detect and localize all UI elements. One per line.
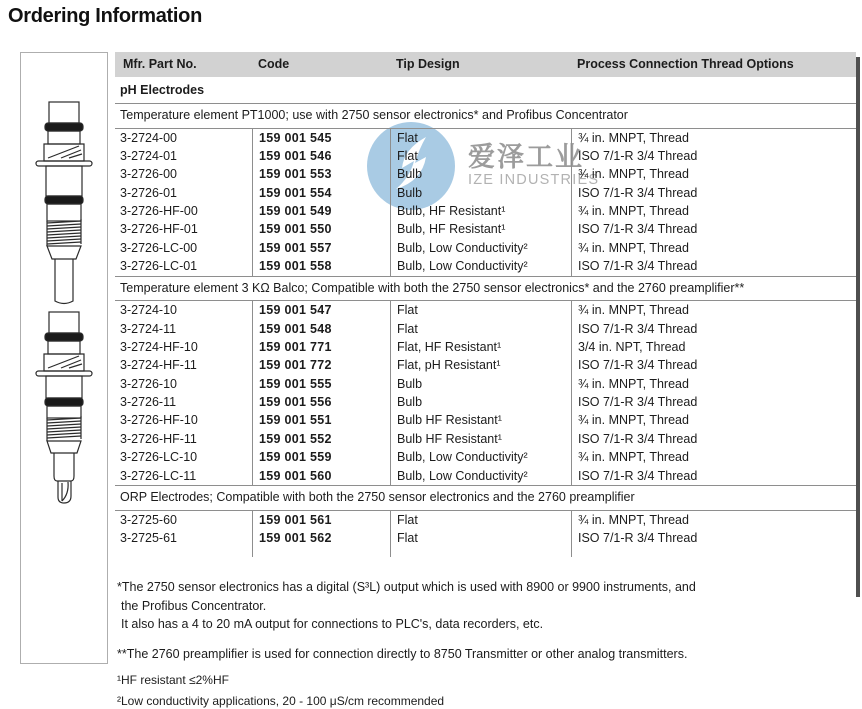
table-row — [115, 511, 856, 529]
part-no-cell: 3-2726-LC-11 — [120, 468, 197, 483]
table-row — [115, 356, 856, 374]
footnotes — [117, 578, 857, 709]
code-cell: 159 001 551 — [252, 411, 390, 429]
electrode-drawing-bulb-tip — [21, 311, 107, 511]
header-cell-tip-design: Tip Design — [396, 57, 460, 72]
table-row — [115, 184, 856, 202]
tip-design-cell: Bulb HF Resistant¹ — [390, 430, 571, 448]
part-no-cell: 3-2726-11 — [120, 395, 177, 410]
part-no-cell: 3-2726-00 — [120, 167, 177, 182]
empty-cell — [390, 547, 571, 557]
tip-design-cell: Bulb — [390, 165, 571, 183]
code-cell: 159 001 560 — [252, 467, 390, 485]
table-row — [115, 411, 856, 429]
part-no-cell: 3-2726-LC-10 — [120, 450, 198, 465]
part-no-cell: 3-2724-11 — [120, 321, 177, 336]
table-row — [115, 320, 856, 338]
table-row — [115, 239, 856, 257]
table-bottom-spacer — [115, 547, 856, 557]
part-no-cell: 3-2724-01 — [120, 148, 177, 163]
code-cell: 159 001 553 — [252, 165, 390, 183]
table-row — [115, 467, 856, 485]
section-caption: Temperature element 3 KΩ Balco; Compatible with both the 2750 sensor electronics* and the 2760 preamplifier** — [115, 276, 856, 302]
watermark-en-text: IZE INDUSTRIES — [468, 172, 600, 188]
table-row — [115, 529, 856, 547]
thread-option-cell: ISO 7/1-R 3/4 Thread — [571, 430, 856, 448]
thread-option-cell: ¾ in. MNPT, Thread — [571, 301, 856, 319]
part-no-cell: 3-2725-61 — [120, 530, 177, 545]
code-cell: 159 001 558 — [252, 257, 390, 275]
tip-design-cell: Flat — [390, 320, 571, 338]
table-section — [115, 276, 856, 485]
part-no-cell: 3-2726-01 — [120, 185, 177, 200]
tip-design-cell: Flat — [390, 511, 571, 529]
table-section — [115, 485, 856, 557]
electrode-drawing-flat-tip — [21, 101, 107, 307]
watermark-cn-text: 爱泽工业 — [468, 142, 584, 172]
tip-design-cell: Flat, HF Resistant¹ — [390, 338, 571, 356]
table-row — [115, 448, 856, 466]
table-row — [115, 393, 856, 411]
header-cell-part-no: Mfr. Part No. — [123, 57, 197, 72]
thread-option-cell: ISO 7/1-R 3/4 Thread — [571, 356, 856, 374]
tip-design-cell: Bulb, Low Conductivity² — [390, 448, 571, 466]
table-row — [115, 301, 856, 319]
footnote-star-line-1: *The 2750 sensor electronics has a digital (S³L) output which is used with 8900 or 9900 instruments, and — [117, 580, 696, 594]
ordering-table — [115, 52, 856, 557]
code-cell: 159 001 557 — [252, 239, 390, 257]
tip-design-cell: Bulb — [390, 393, 571, 411]
part-no-cell: 3-2726-HF-01 — [120, 222, 198, 237]
part-no-cell: 3-2726-LC-00 — [120, 240, 198, 255]
code-cell: 159 001 562 — [252, 529, 390, 547]
thread-option-cell: ¾ in. MNPT, Thread — [571, 129, 856, 147]
electrode-figure — [20, 52, 108, 664]
section-rows — [115, 511, 856, 558]
footnote-double-star: **The 2760 preamplifier is used for connection directly to 8750 Transmitter or other analog transmitters. — [117, 646, 688, 661]
table-row — [115, 338, 856, 356]
thread-option-cell: 3/4 in. NPT, Thread — [571, 338, 856, 356]
thread-option-cell: ISO 7/1-R 3/4 Thread — [571, 529, 856, 547]
section-rows — [115, 129, 856, 276]
thread-option-cell: ¾ in. MNPT, Thread — [571, 411, 856, 429]
code-cell: 159 001 554 — [252, 184, 390, 202]
header-cell-code: Code — [258, 57, 290, 72]
header-cell-thread-options: Process Connection Thread Options — [577, 57, 794, 72]
part-no-cell: 3-2724-HF-10 — [120, 339, 198, 354]
part-no-cell: 3-2726-10 — [120, 376, 177, 391]
thread-option-cell: ¾ in. MNPT, Thread — [571, 375, 856, 393]
table-row — [115, 147, 856, 165]
footnote-star-line-3: It also has a 4 to 20 mA output for connections to PLC's, data recorders, etc. — [121, 617, 544, 631]
code-cell: 159 001 549 — [252, 202, 390, 220]
thread-option-cell: ¾ in. MNPT, Thread — [571, 511, 856, 529]
thread-option-cell: ¾ in. MNPT, Thread — [571, 165, 856, 183]
thread-option-cell: ¾ in. MNPT, Thread — [571, 202, 856, 220]
thread-option-cell: ISO 7/1-R 3/4 Thread — [571, 257, 856, 275]
tip-design-cell: Flat — [390, 301, 571, 319]
table-header — [115, 52, 856, 77]
table-row — [115, 165, 856, 183]
section-caption: ORP Electrodes; Compatible with both the 2750 sensor electronics and the 2760 preamplifier — [115, 485, 856, 511]
part-no-cell: 3-2726-HF-11 — [120, 431, 197, 446]
footnote-low-conductivity: ²Low conductivity applications, 20 - 100 μS/cm recommended — [117, 693, 445, 708]
tip-design-cell: Flat — [390, 529, 571, 547]
code-cell: 159 001 552 — [252, 430, 390, 448]
tip-design-cell: Flat, pH Resistant¹ — [390, 356, 571, 374]
tip-design-cell: Bulb — [390, 375, 571, 393]
category-row: pH Electrodes — [120, 83, 205, 97]
code-cell: 159 001 771 — [252, 338, 390, 356]
code-cell: 159 001 550 — [252, 220, 390, 238]
tip-design-cell: Flat — [390, 129, 571, 147]
page-edge-line — [856, 57, 860, 597]
empty-cell — [252, 547, 390, 557]
code-cell: 159 001 561 — [252, 511, 390, 529]
table-row — [115, 129, 856, 147]
tip-design-cell: Bulb, Low Conductivity² — [390, 257, 571, 275]
page-title: Ordering Information — [8, 5, 203, 27]
empty-cell — [571, 547, 856, 557]
part-no-cell: 3-2724-HF-11 — [120, 358, 197, 373]
code-cell: 159 001 545 — [252, 129, 390, 147]
table-row — [115, 257, 856, 275]
code-cell: 159 001 772 — [252, 356, 390, 374]
table-row — [115, 375, 856, 393]
thread-option-cell: ¾ in. MNPT, Thread — [571, 239, 856, 257]
tip-design-cell: Flat — [390, 147, 571, 165]
section-caption: Temperature element PT1000; use with 2750 sensor electronics* and Profibus Concentrator — [115, 103, 856, 129]
part-no-cell: 3-2726-HF-00 — [120, 204, 198, 219]
code-cell: 159 001 555 — [252, 375, 390, 393]
thread-option-cell: ISO 7/1-R 3/4 Thread — [571, 393, 856, 411]
tip-design-cell: Bulb, HF Resistant¹ — [390, 202, 571, 220]
tip-design-cell: Bulb, Low Conductivity² — [390, 467, 571, 485]
table-section — [115, 103, 856, 276]
thread-option-cell: ISO 7/1-R 3/4 Thread — [571, 147, 856, 165]
code-cell: 159 001 548 — [252, 320, 390, 338]
part-no-cell: 3-2724-00 — [120, 130, 177, 145]
footnote-hf-resistant: ¹HF resistant ≤2%HF — [117, 673, 229, 687]
section-rows — [115, 301, 856, 485]
thread-option-cell: ISO 7/1-R 3/4 Thread — [571, 220, 856, 238]
empty-cell — [115, 547, 252, 557]
part-no-cell: 3-2726-HF-10 — [120, 413, 198, 428]
tip-design-cell: Bulb HF Resistant¹ — [390, 411, 571, 429]
tip-design-cell: Bulb — [390, 184, 571, 202]
part-no-cell: 3-2726-LC-01 — [120, 259, 198, 274]
code-cell: 159 001 547 — [252, 301, 390, 319]
table-row — [115, 202, 856, 220]
code-cell: 159 001 556 — [252, 393, 390, 411]
table-row — [115, 220, 856, 238]
thread-option-cell: ¾ in. MNPT, Thread — [571, 448, 856, 466]
table-body — [115, 103, 856, 557]
part-no-cell: 3-2724-10 — [120, 303, 177, 318]
code-cell: 159 001 559 — [252, 448, 390, 466]
thread-option-cell: ISO 7/1-R 3/4 Thread — [571, 184, 856, 202]
tip-design-cell: Bulb, Low Conductivity² — [390, 239, 571, 257]
thread-option-cell: ISO 7/1-R 3/4 Thread — [571, 320, 856, 338]
thread-option-cell: ISO 7/1-R 3/4 Thread — [571, 467, 856, 485]
tip-design-cell: Bulb, HF Resistant¹ — [390, 220, 571, 238]
footnote-star-line-2: the Profibus Concentrator. — [121, 598, 267, 613]
table-row — [115, 430, 856, 448]
code-cell: 159 001 546 — [252, 147, 390, 165]
part-no-cell: 3-2725-60 — [120, 512, 177, 527]
